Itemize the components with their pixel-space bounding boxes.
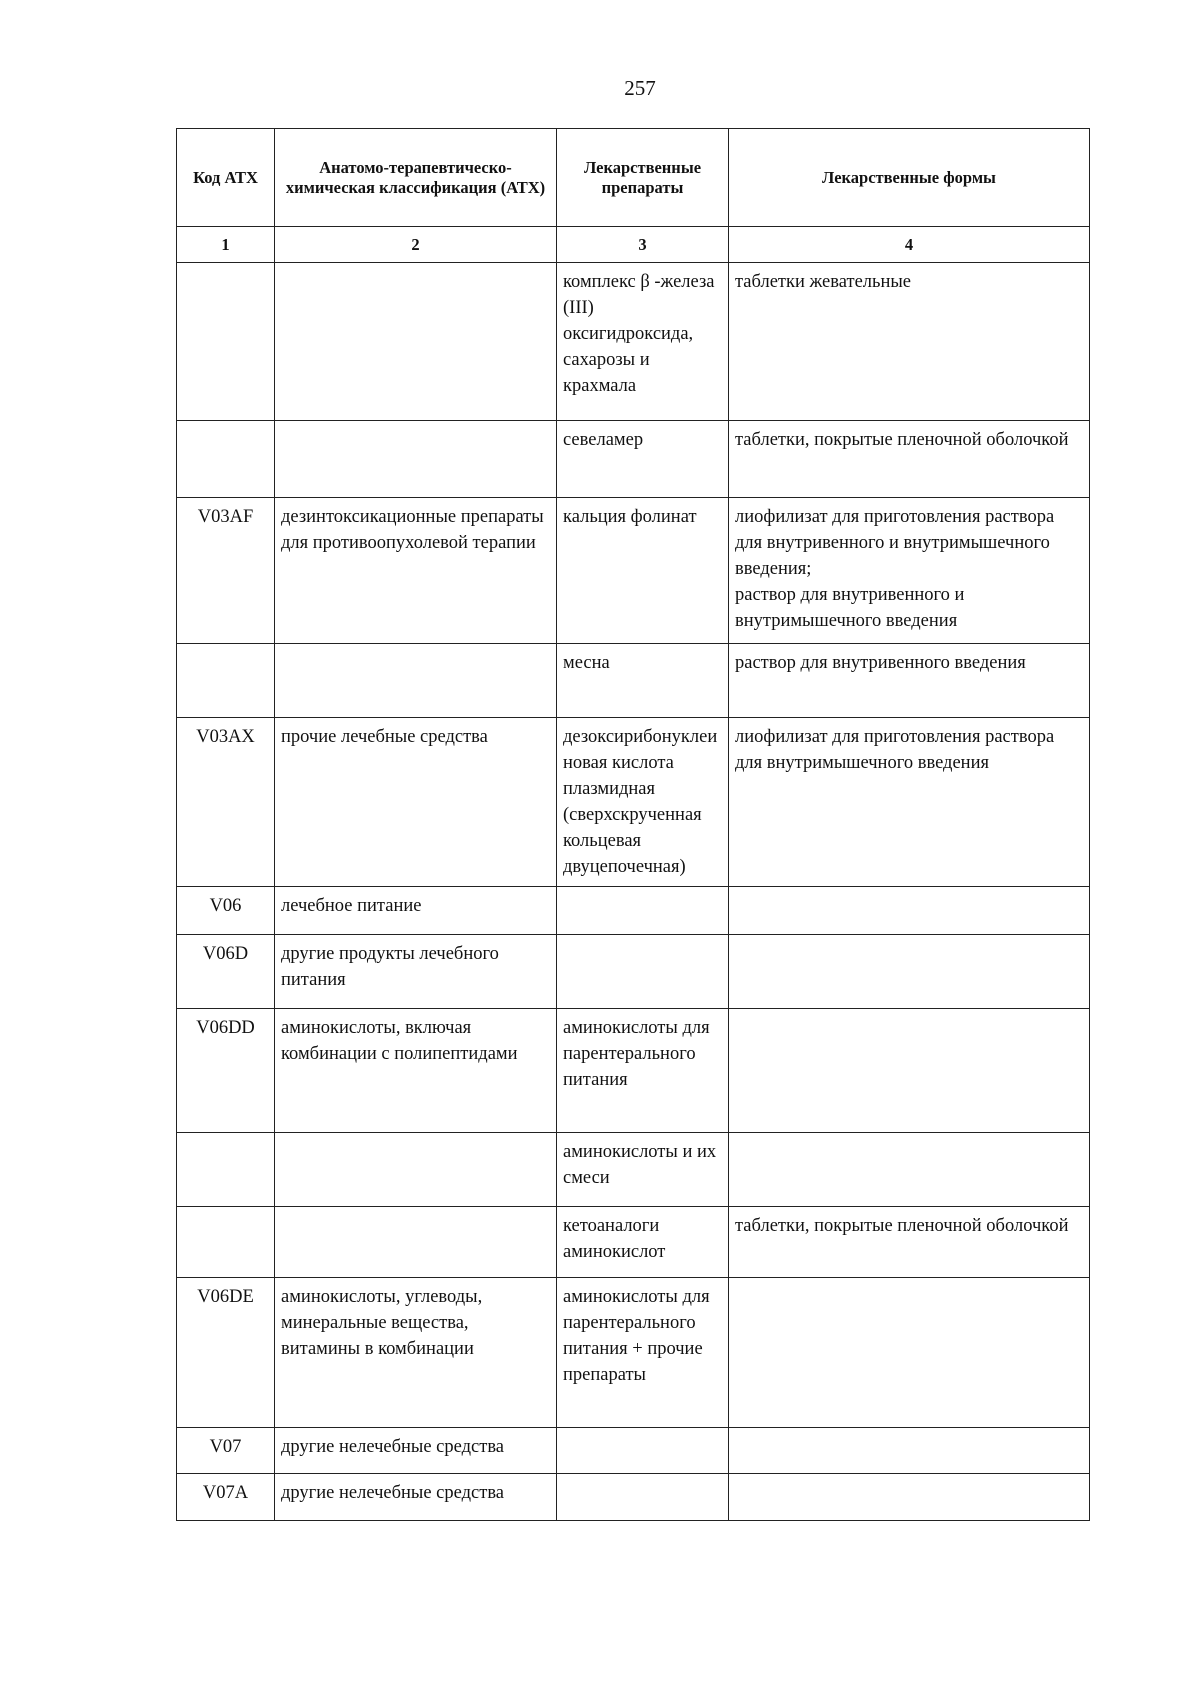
form-line: таблетки, покрытые пленочной оболочкой xyxy=(735,430,1069,450)
table-row xyxy=(177,1133,1090,1207)
cell-classification: дезинтоксикационные препараты для противоопухолевой терапии xyxy=(275,498,557,644)
cell-drug xyxy=(557,887,729,935)
form-line: лиофилизат для приготовления раствора для внутримышечного введения xyxy=(735,727,1055,773)
cell-forms xyxy=(729,887,1090,935)
cell-classification xyxy=(275,644,557,718)
table-body xyxy=(177,263,1090,1521)
cell-forms xyxy=(729,1474,1090,1521)
cell-forms xyxy=(729,263,1090,421)
header-forms: Лекарственные формы xyxy=(729,129,1090,227)
cell-code: V06 xyxy=(177,887,275,935)
table-row xyxy=(177,935,1090,1009)
cell-drug: аминокислоты для парентерального питания xyxy=(557,1009,729,1133)
column-number: 3 xyxy=(557,227,729,263)
cell-classification xyxy=(275,1133,557,1207)
cell-forms xyxy=(729,1428,1090,1474)
cell-drug xyxy=(557,1474,729,1521)
atx-table xyxy=(176,128,1090,1521)
cell-code: V03AX xyxy=(177,718,275,887)
cell-forms xyxy=(729,1278,1090,1428)
column-number-row xyxy=(177,227,1090,263)
cell-code xyxy=(177,421,275,498)
cell-code xyxy=(177,644,275,718)
cell-classification: другие продукты лечебного питания xyxy=(275,935,557,1009)
table-row xyxy=(177,1207,1090,1278)
cell-forms xyxy=(729,644,1090,718)
cell-classification: аминокислоты, углеводы, минеральные вещества, витамины в комбинации xyxy=(275,1278,557,1428)
cell-classification xyxy=(275,1207,557,1278)
cell-code xyxy=(177,1207,275,1278)
cell-forms xyxy=(729,718,1090,887)
cell-drug: кетоаналоги аминокислот xyxy=(557,1207,729,1278)
cell-code: V06DE xyxy=(177,1278,275,1428)
cell-classification: другие нелечебные средства xyxy=(275,1474,557,1521)
cell-drug: аминокислоты и их смеси xyxy=(557,1133,729,1207)
cell-classification xyxy=(275,263,557,421)
cell-forms xyxy=(729,1133,1090,1207)
cell-drug xyxy=(557,1428,729,1474)
cell-forms xyxy=(729,1207,1090,1278)
table-row xyxy=(177,1474,1090,1521)
cell-drug: комплекс β -железа (III) оксигидроксида, сахарозы и крахмала xyxy=(557,263,729,421)
cell-classification: лечебное питание xyxy=(275,887,557,935)
header-classification: Анатомо-терапевтическо-химическая классификация (АТХ) xyxy=(275,129,557,227)
form-line: лиофилизат для приготовления раствора для внутривенного и внутримышечного введения; xyxy=(735,507,1055,579)
cell-forms xyxy=(729,421,1090,498)
table-row xyxy=(177,498,1090,644)
column-number: 1 xyxy=(177,227,275,263)
cell-drug: месна xyxy=(557,644,729,718)
cell-classification: другие нелечебные средства xyxy=(275,1428,557,1474)
cell-forms xyxy=(729,498,1090,644)
cell-code: V07A xyxy=(177,1474,275,1521)
cell-code xyxy=(177,263,275,421)
cell-code: V06DD xyxy=(177,1009,275,1133)
cell-code xyxy=(177,1133,275,1207)
cell-forms xyxy=(729,935,1090,1009)
table-row xyxy=(177,1278,1090,1428)
table-row xyxy=(177,644,1090,718)
table-row xyxy=(177,718,1090,887)
form-line: таблетки, покрытые пленочной оболочкой xyxy=(735,1216,1069,1236)
cell-drug: дезоксирибонуклеиновая кислота плазмидная (сверхскрученная кольцевая двуцепочечная) xyxy=(557,718,729,887)
header-drugs: Лекарственные препараты xyxy=(557,129,729,227)
header-code: Код АТХ xyxy=(177,129,275,227)
cell-drug: аминокислоты для парентерального питания + прочие препараты xyxy=(557,1278,729,1428)
page-number: 257 xyxy=(624,76,656,100)
table-row xyxy=(177,263,1090,421)
column-number: 4 xyxy=(729,227,1090,263)
cell-code: V03AF xyxy=(177,498,275,644)
header-row xyxy=(177,129,1090,227)
cell-code: V06D xyxy=(177,935,275,1009)
column-number: 2 xyxy=(275,227,557,263)
cell-classification: прочие лечебные средства xyxy=(275,718,557,887)
table-row xyxy=(177,421,1090,498)
cell-classification xyxy=(275,421,557,498)
cell-forms xyxy=(729,1009,1090,1133)
cell-drug: кальция фолинат xyxy=(557,498,729,644)
table-row xyxy=(177,1428,1090,1474)
cell-code: V07 xyxy=(177,1428,275,1474)
table-row xyxy=(177,1009,1090,1133)
cell-drug xyxy=(557,935,729,1009)
form-line: раствор для внутривенного введения xyxy=(735,653,1026,673)
cell-drug: севеламер xyxy=(557,421,729,498)
cell-classification: аминокислоты, включая комбинации с полипептидами xyxy=(275,1009,557,1133)
form-line: таблетки жевательные xyxy=(735,272,911,292)
form-line: раствор для внутривенного и внутримышечного введения xyxy=(735,585,965,631)
table-row xyxy=(177,887,1090,935)
